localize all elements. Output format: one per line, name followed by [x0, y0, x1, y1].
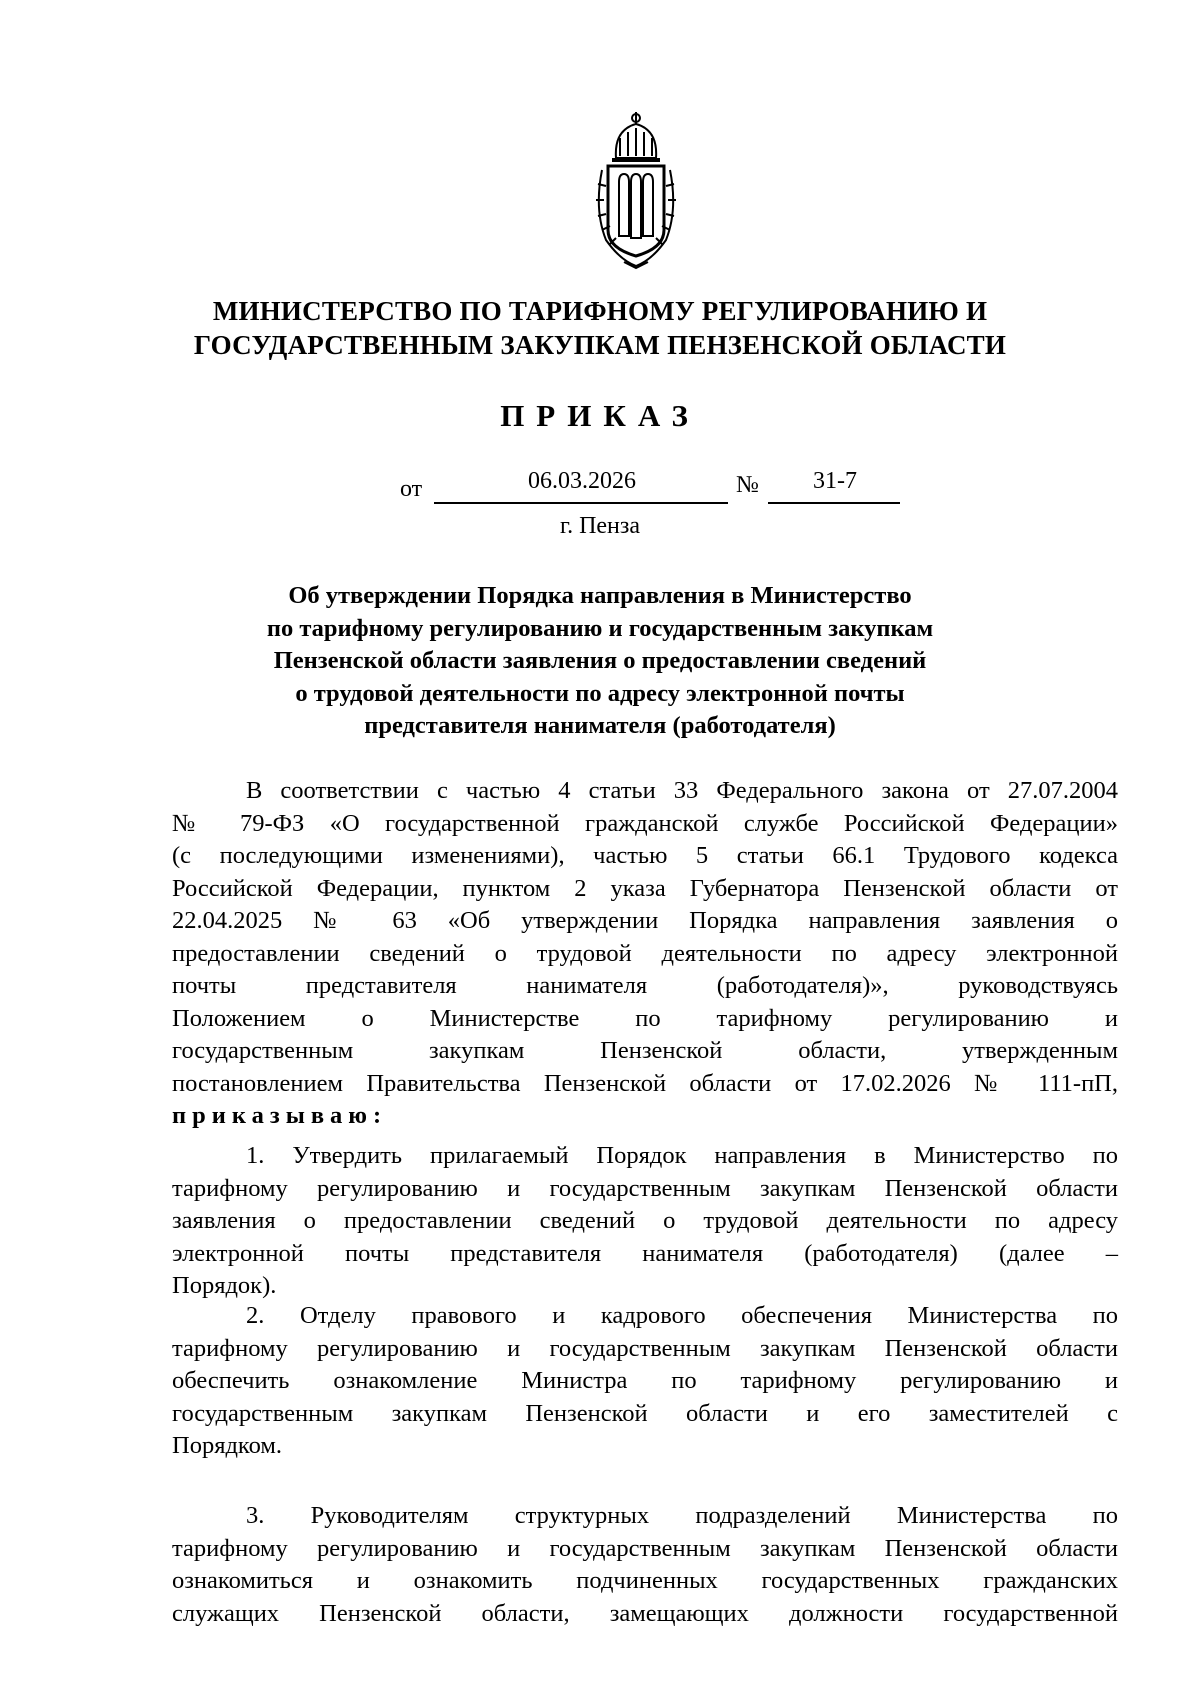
paragraph-line: 22.04.2025 № 63 «Об утверждении Порядка направления заявления о — [172, 907, 1118, 934]
paragraph-line: Порядком. — [172, 1432, 282, 1459]
document-date: 06.03.2026 — [528, 468, 636, 494]
paragraph-line: тарифному регулированию и государственным закупкам Пензенской области — [172, 1334, 1118, 1362]
subject-line: о трудовой деятельности по адресу электронной почты — [295, 679, 905, 707]
paragraph-line: тарифному регулированию и государственным закупкам Пензенской области — [172, 1174, 1118, 1202]
paragraph-line: тарифному регулированию и государственным закупкам Пензенской области — [172, 1534, 1118, 1562]
paragraph-line: заявления о предоставлении сведений о трудовой деятельности по адресу — [172, 1207, 1118, 1234]
paragraph-line: почты представителя нанимателя (работодателя)», руководствуясь — [172, 972, 1118, 999]
paragraph-line: ознакомиться и ознакомить подчиненных государственных гражданских — [172, 1567, 1118, 1594]
penza-coat-of-arms-icon — [586, 110, 686, 270]
paragraph-line: Положением о Министерстве по тарифному регулированию и — [172, 1004, 1118, 1032]
paragraph-line: Порядок). — [172, 1272, 277, 1299]
paragraph-line: электронной почты представителя нанимателя (работодателя) (далее – — [172, 1239, 1118, 1267]
document-type: ПРИКАЗ — [500, 398, 700, 433]
paragraph-line: обеспечить ознакомление Министра по тарифному регулированию и — [172, 1367, 1118, 1394]
subject-line: представителя нанимателя (работодателя) — [364, 712, 836, 739]
city: г. Пенза — [559, 513, 641, 539]
preamble-paragraph — [172, 775, 1118, 1133]
ministry-name — [0, 294, 1200, 362]
number-label: № — [736, 472, 759, 498]
paragraph-line: государственным закупкам Пензенской области и его заместителей с — [172, 1399, 1118, 1427]
paragraph-line: 2. Отделу правового и кадрового обеспечения Министерства по — [246, 1302, 1118, 1329]
paragraph-line: служащих Пензенской области, замещающих должности государственной — [172, 1599, 1118, 1627]
order-item-1 — [172, 1140, 1118, 1303]
paragraph-line: государственным закупкам Пензенской области, утвержденным — [172, 1037, 1118, 1064]
document-number: 31-7 — [813, 468, 857, 494]
paragraph-line: предоставлении сведений о трудовой деятельности по адресу электронной — [172, 939, 1118, 967]
ministry-name-line: МИНИСТЕРСТВО ПО ТАРИФНОМУ РЕГУЛИРОВАНИЮ И — [212, 296, 988, 326]
subject-line: по тарифному регулированию и государственным закупкам — [266, 614, 934, 642]
document-subject — [0, 580, 1200, 743]
ministry-name-line: ГОСУДАРСТВЕННЫМ ЗАКУПКАМ ПЕНЗЕНСКОЙ ОБЛАСТИ — [193, 330, 1007, 360]
date-label: от — [400, 476, 423, 502]
order-item-3 — [172, 1500, 1118, 1630]
paragraph-line: 1. Утвердить прилагаемый Порядок направления в Министерство по — [246, 1142, 1118, 1169]
paragraph-line: В соответствии с частью 4 статьи 33 Федерального закона от 27.07.2004 — [246, 777, 1118, 804]
paragraph-line: (с последующими изменениями), частью 5 статьи 66.1 Трудового кодекса — [172, 842, 1118, 869]
subject-line: Пензенской области заявления о предоставлении сведений — [273, 647, 927, 674]
paragraph-line: 3. Руководителям структурных подразделений Министерства по — [246, 1502, 1118, 1529]
date-underline — [434, 502, 728, 504]
order-item-2 — [172, 1300, 1118, 1463]
order-word: приказываю: — [172, 1102, 388, 1129]
subject-line: Об утверждении Порядка направления в Министерство — [288, 582, 912, 609]
number-underline — [768, 502, 900, 504]
paragraph-line: постановлением Правительства Пензенской области от 17.02.2026 № 111-пП, — [172, 1069, 1118, 1097]
paragraph-line: Российской Федерации, пунктом 2 указа Губернатора Пензенской области от — [172, 874, 1118, 902]
paragraph-line: № 79-ФЗ «О государственной гражданской службе Российской Федерации» — [172, 809, 1118, 837]
